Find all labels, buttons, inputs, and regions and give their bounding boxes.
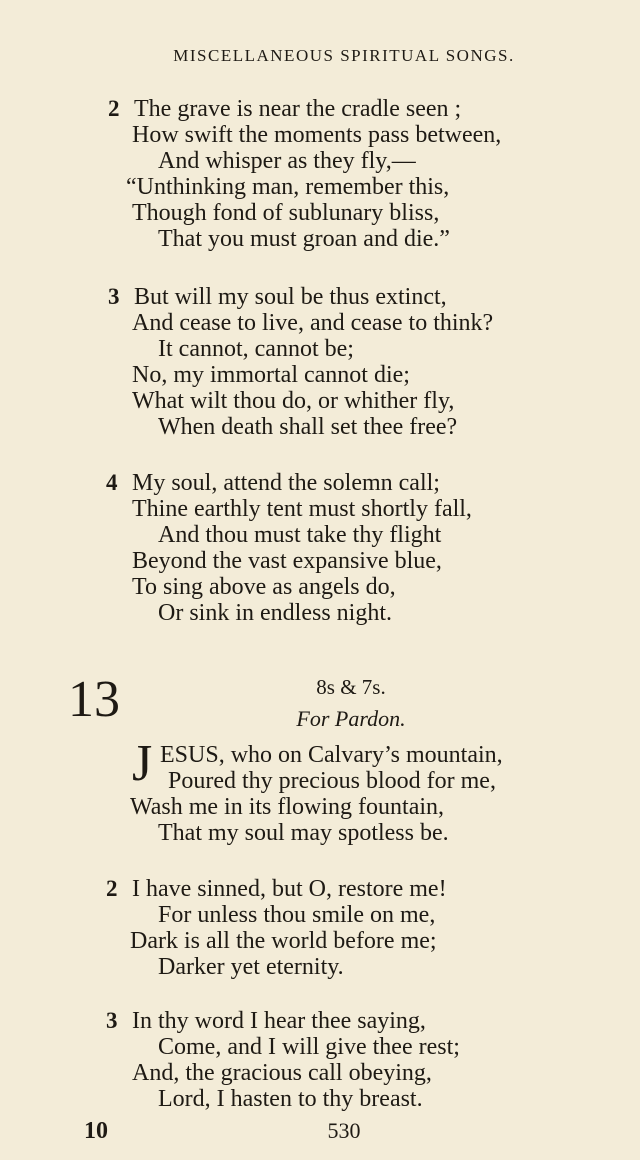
verse-line: Thine earthly tent must shortly fall, (132, 496, 472, 522)
verse-line: To sing above as angels do, (132, 574, 396, 600)
verse-line: What wilt thou do, or whither fly, (132, 388, 455, 414)
verse-line: When death shall set thee free? (158, 414, 458, 440)
verse-number: 3 (108, 284, 120, 309)
verse-line: Wash me in its flowing fountain, (130, 794, 445, 820)
verse-line: For unless thou smile on me, (158, 902, 436, 928)
verse-line: And thou must take thy flight (158, 522, 442, 548)
verse-number: 4 (106, 470, 118, 495)
verse-line: My soul, attend the solemn call; (132, 470, 440, 496)
verse-line: It cannot, cannot be; (158, 336, 354, 362)
verse-line: That you must groan and die.” (158, 226, 450, 252)
verse-line: I have sinned, but O, restore me! (132, 876, 447, 902)
drop-cap: J (132, 735, 153, 792)
verse-line: Beyond the vast expansive blue, (132, 548, 442, 574)
verse-line: The grave is near the cradle seen ; (134, 96, 462, 122)
signature-mark: 10 (84, 1118, 108, 1144)
verse-number: 2 (106, 876, 118, 901)
verse-line: And cease to live, and cease to think? (132, 310, 494, 336)
verse-line: Or sink in endless night. (158, 600, 392, 626)
hymn-meter: 8s & 7s. (316, 675, 386, 699)
verse-line: How swift the moments pass between, (132, 122, 502, 148)
running-title: MISCELLANEOUS SPIRITUAL SONGS. (173, 46, 515, 65)
verse-number: 2 (108, 96, 120, 121)
hymn-title: For Pardon. (296, 706, 406, 731)
verse-line: And whisper as they fly,— (158, 148, 416, 174)
verse-line: And, the gracious call obeying, (132, 1060, 432, 1086)
verse-line: “Unthinking man, remember this, (126, 174, 450, 200)
verse-line: In thy word I hear thee saying, (132, 1008, 426, 1034)
verse-line: But will my soul be thus extinct, (134, 284, 447, 310)
verse-line: Dark is all the world before me; (130, 928, 437, 954)
verse-line: ESUS, who on Calvary’s mountain, (160, 742, 503, 768)
page-number: 530 (327, 1118, 361, 1143)
verse-line: Darker yet eternity. (158, 954, 344, 980)
verse-line: Lord, I hasten to thy breast. (158, 1086, 423, 1112)
verse-number: 3 (106, 1008, 118, 1033)
verse-line: No, my immortal cannot die; (132, 362, 410, 388)
verse-line: Come, and I will give thee rest; (158, 1034, 460, 1060)
verse-line: Poured thy precious blood for me, (168, 768, 496, 794)
verse-line: Though fond of sublunary bliss, (132, 200, 440, 226)
hymn-number: 13 (68, 671, 120, 728)
verse-line: That my soul may spotless be. (158, 820, 449, 846)
